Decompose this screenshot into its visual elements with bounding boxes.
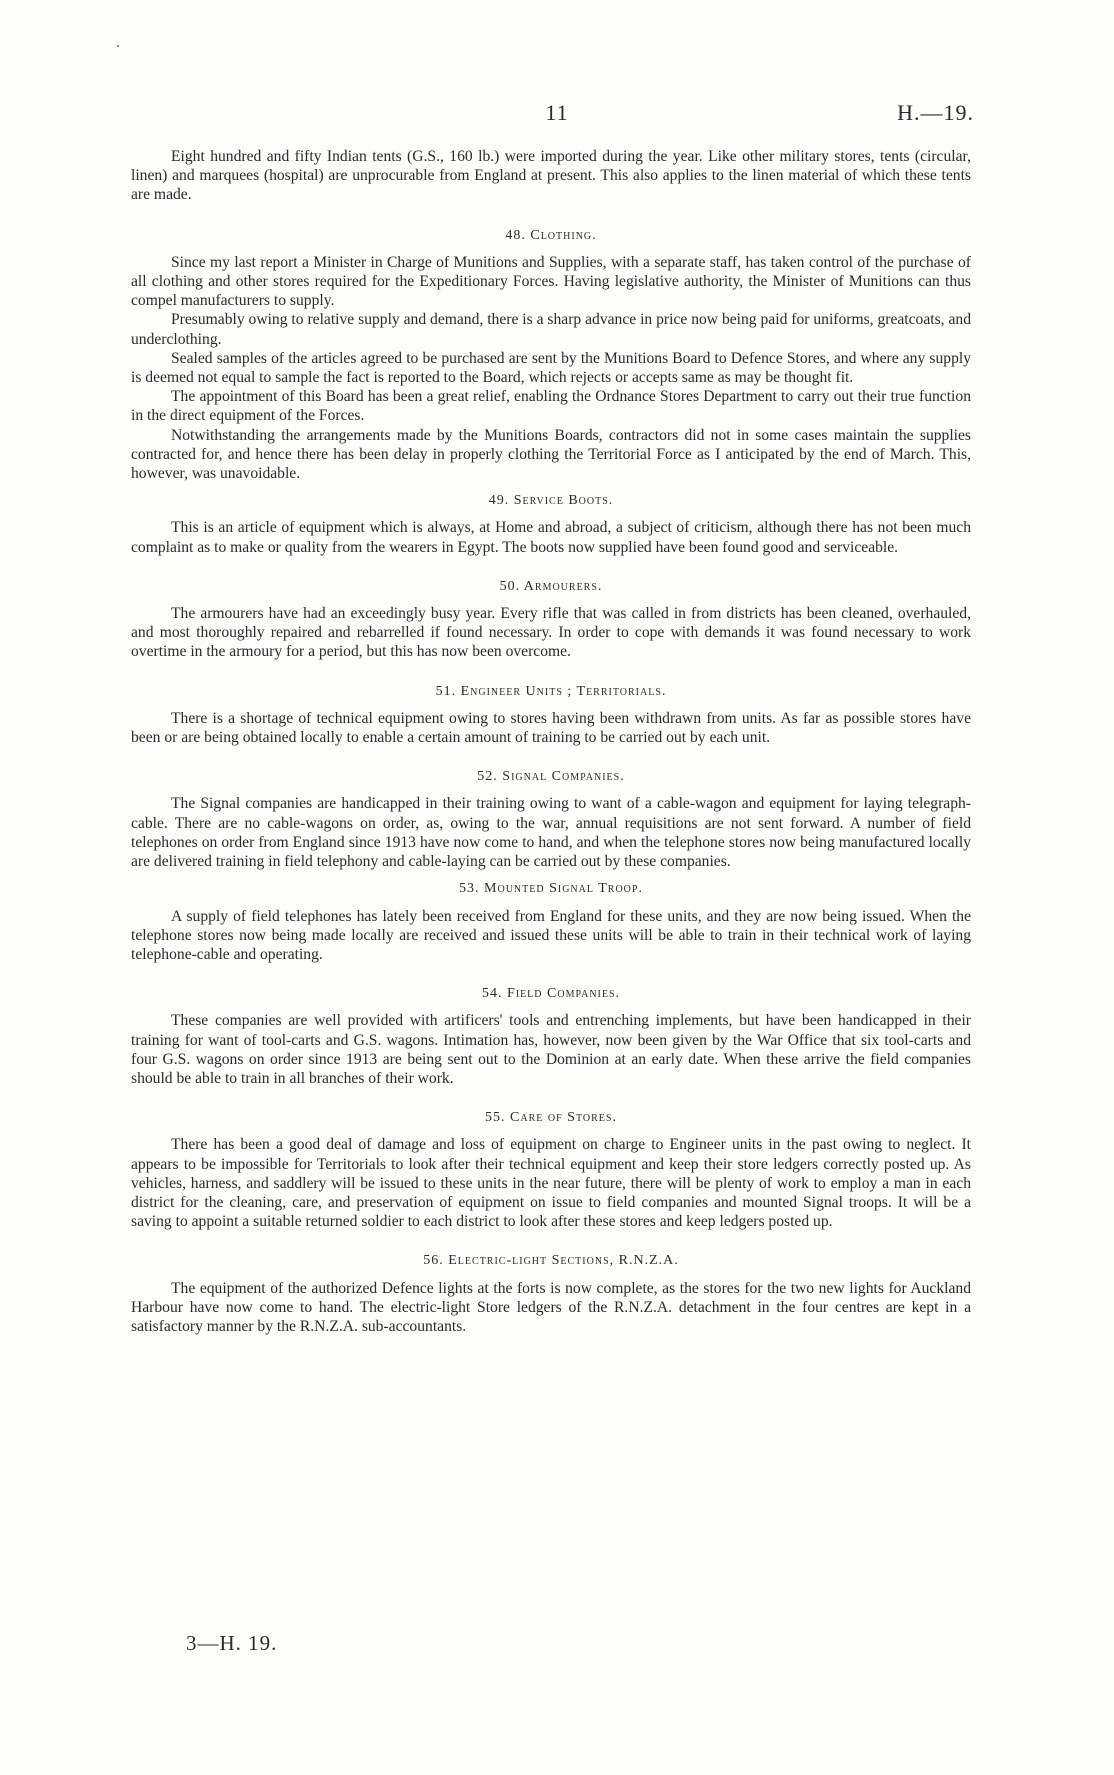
section-field-companies bbox=[131, 984, 971, 1088]
page-number: 11 bbox=[545, 100, 569, 125]
section-heading: 52. Signal Companies. bbox=[477, 769, 625, 785]
paragraph: Sealed samples of the articles agreed to be purchased are sent by the Munitions Board to Defence Stores, and where any supply is deemed not equal to sample the fact is reported to the Board, which rejects or accepts same as may be thought fit. bbox=[131, 349, 971, 387]
paragraph: There is a shortage of technical equipment owing to stores having been withdrawn from units. As far as possible stores have been or are being obtained locally to enable a certain amount of training to be carried out by each unit. bbox=[131, 709, 971, 747]
paragraph: The appointment of this Board has been a great relief, enabling the Ordnance Stores Department to carry out their true function in the direct equipment of the Forces. bbox=[131, 388, 971, 425]
paragraph: The Signal companies are handicapped in their training owing to want of a cable-wagon and equipment for laying telegraph-cable. There are no cable-wagons on order, as, owing to the war, annual requisitions are not sent forward. A number of field telephones on order from England since 1913 have now come to hand, and when the telephone stores now being manufactured locally are delivered training in field telephony and cable-laying can be carried out by these companies. bbox=[131, 795, 971, 871]
section-heading: 48. Clothing. bbox=[505, 227, 597, 243]
paragraph: This is an article of equipment which is always, at Home and abroad, a subject of criticism, although there has not been much complaint as to make or quality from the wearers in Egypt. The boots now supplied have been found good and serviceable. bbox=[131, 519, 971, 556]
section-heading: 56. Electric-light Sections, R.N.Z.A. bbox=[423, 1253, 679, 1269]
paragraph: Presumably owing to relative supply and demand, there is a sharp advance in price now being paid for uniforms, greatcoats, and underclothing. bbox=[131, 311, 971, 348]
paragraph: Notwithstanding the arrangements made by the Munitions Boards, contractors did not in some cases maintain the supplies contracted for, and hence there has been delay in properly clothing the Territorial Force as I anticipated by the end of March. This, however, was unavoidable. bbox=[131, 426, 971, 483]
section-heading: 53. Mounted Signal Troop. bbox=[459, 881, 643, 897]
paragraph: These companies are well provided with artificers' tools and entrenching implements, but have been handicapped in their training for want of tool-carts and G.S. wagons. Intimation has, however, now been given by the War Office that six tool-carts and four G.S. wagons on order since 1913 are being sent out to the Dominion at an early date. When these arrive the field companies should be able to train in all branches of their work. bbox=[131, 1012, 971, 1087]
signature-mark: 3—H. 19. bbox=[186, 1631, 278, 1655]
paragraph: A supply of field telephones has lately been received from England for these units, and they are now being issued. When the telephone stores now being made locally are received and issued these units will be able to train in their technical work of laying telephone-cable and operating. bbox=[131, 907, 971, 963]
section-heading: 51. Engineer Units ; Territorials. bbox=[435, 683, 667, 699]
section-heading: 50. Armourers. bbox=[499, 578, 603, 594]
section-heading: 55. Care of Stores. bbox=[485, 1110, 617, 1126]
paragraph: The armourers have had an exceedingly busy year. Every rifle that was called in from districts has been cleaned, overhauled, and most thoroughly repaired and rebarrelled if found necessary. In order to cope with demands it was found necessary to work overtime in the armoury for a period, but this has now been overcome. bbox=[131, 605, 971, 661]
document-reference: H.—19. bbox=[897, 100, 974, 125]
section-care-of-stores bbox=[131, 1108, 971, 1231]
section-clothing bbox=[131, 226, 971, 484]
section-service-boots bbox=[131, 491, 971, 557]
paragraph: The equipment of the authorized Defence lights at the forts is now complete, as the stores for the two new lights for Auckland Harbour have now come to hand. The electric-light Store ledgers of the R.N.Z.A. detachment in the four centres are kept in a satisfactory manner by the R.N.Z.A. sub-accountants. bbox=[131, 1279, 971, 1335]
section-electric-light bbox=[131, 1251, 971, 1336]
intro-paragraph: Eight hundred and fifty Indian tents (G.S., 160 lb.) were imported during the year. Like other military stores, tents (circular, linen) and marquees (hospital) are unprocurable from England at present. This also applies to the linen material of which these tents are made. bbox=[131, 148, 971, 204]
paragraph: There has been a good deal of damage and loss of equipment on charge to Engineer units in the past owing to neglect. It appears to be impossible for Territorials to look after their technical equipment and keep their store ledgers correctly posted up. As vehicles, harness, and saddlery will be issued to these units in the near future, there will be plenty of work to employ a man in each district for the cleaning, care, and preservation of equipment on issue to field companies and mounted Signal troops. It will be a saving to appoint a suitable returned soldier to each district to look after these stores and keep ledgers posted up. bbox=[131, 1136, 971, 1231]
section-engineer-units bbox=[131, 682, 971, 748]
scan-speck bbox=[117, 45, 119, 47]
document-body bbox=[131, 147, 971, 1336]
section-signal-companies bbox=[131, 767, 971, 871]
intro-section bbox=[131, 147, 971, 205]
paragraph: Since my last report a Minister in Charge of Munitions and Supplies, with a separate staff, has taken control of the purchase of all clothing and other stores required for the Expeditionary Forces. Having legislative authority, the Minister of Munitions can thus compel manufacturers to supply. bbox=[131, 253, 971, 310]
section-armourers bbox=[131, 577, 971, 662]
section-heading: 54. Field Companies. bbox=[481, 986, 621, 1002]
section-mounted-signal-troop bbox=[131, 879, 971, 964]
section-heading: 49. Service Boots. bbox=[488, 493, 614, 509]
